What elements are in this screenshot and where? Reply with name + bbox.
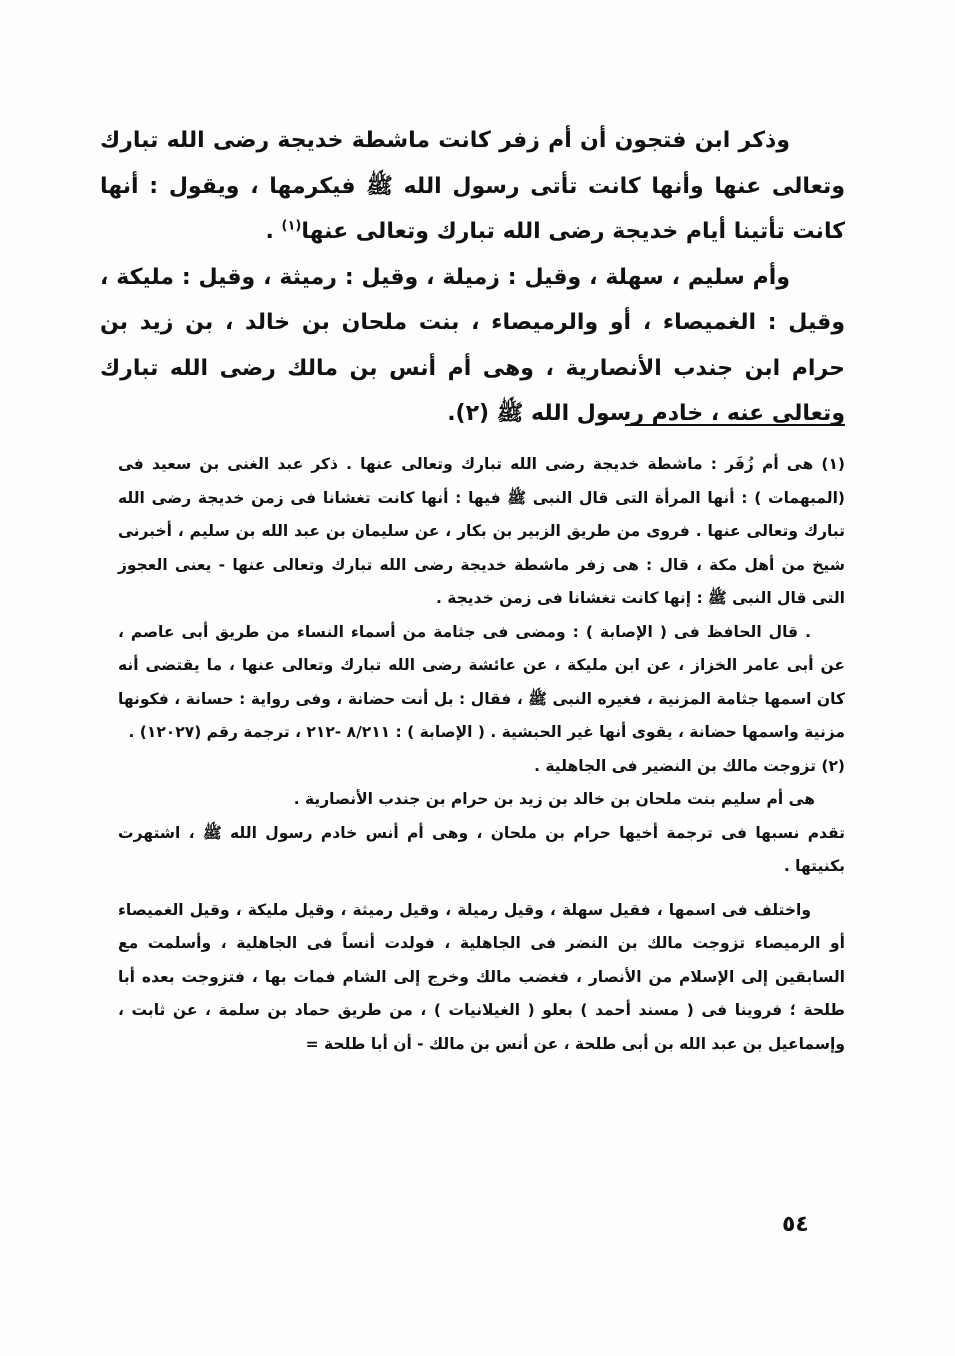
footnote: تقدم نسبها فى ترجمة أخيها حرام بن ملحان ، وهى أم أنس خادم رسول الله ﷺ ، اشتهرت بكنيتها .: [118, 823, 845, 875]
main-paragraph: [100, 255, 845, 437]
footnote: (٢) تزوجت مالك بن النضير فى الجاهلية .: [534, 756, 845, 775]
main-paragraph: [100, 118, 845, 255]
footnote: (١) هى أم زُفَر : ماشطة خديجة رضى الله تبارك وتعالى عنها . ذكر عبد الغنى بن سعيد فى (المبهمات ) : أنها المرأة التى قال النبى ﷺ فيها : أنها كانت تغشانا فى زمن خديجة رضى الله تبارك وتعالى عنها . فروى من طريق الزبير بن بكار ، عن سليمان بن عبد الله بن سليم ، أخبرنى شيخ من أهل مكة ، قال : هى زفر ماشطة خديجة رضى الله تبارك وتعالى عنها - يعنى العجوز التى قال النبى ﷺ : إنها كانت تغشانا فى زمن خديجة .: [118, 455, 845, 607]
footnote: واختلف فى اسمها ، فقيل سهلة ، وقيل رميلة ، وقيل رميثة ، وقيل مليكة ، وقيل الغميصاء أو الرميصاء تزوجت مالك بن النضر فى الجاهلية ، فولدت أنساً فى الجاهلية ، وأسلمت مع السابقين إلى الإسلام من الأنصار ، فغضب مالك وخرج إلى الشام فمات بها ، فتزوجت بعده أبا طلحة ؛ فروينا فى ( مسند أحمد ) بعلو ( الغيلانيات ) ، من طريق حماد بن سلمة ، عن ثابت ، وإسماعيل بن عبد الله بن أبى طلحة ، عن أنس بن مالك - أن أبا طلحة =: [118, 900, 845, 1053]
page-number: ٥٤: [782, 1212, 809, 1237]
footnote-ref-2: (٢): [455, 401, 490, 426]
footnote: . قال الحافظ فى ( الإصابة ) : ومضى فى جثامة من أسماء النساء من طريق أبى عاصم ، عن أبى عامر الخزاز ، عن ابن مليكة ، عن عائشة رضى الله تبارك وتعالى عنها ، ما يقتضى أنه كان اسمها جثامة المزنية ، فغيره النبى ﷺ ، فقال : بل أنت حضانة ، وفى رواية : حسانة ، فكونها مزنية واسمها حضانة ، يقوى أنها غير الحبشية . ( الإصابة ) : ٨/٢١١ -٢١٢ ، ترجمة رقم (١٢٠٢٧) .: [118, 622, 845, 741]
sentence-end: .: [265, 219, 282, 244]
main-text: [100, 118, 845, 437]
footnote-separator: [625, 424, 845, 426]
paragraph-text: وأم سليم ، سهلة ، وقيل : زميلة ، وقيل : رميثة ، وقيل : مليكة ، وقيل : الغميصاء ، أو والرميصاء ، بنت ملحان بن خالد ، بن زيد بن حرام ابن جندب الأنصارية ، وهى أم أنس بن مالك رضى الله تبارك وتعالى عنه ، خادم رسول الله ﷺ: [100, 264, 845, 426]
paragraph-text: وذكر ابن فتجون أن أم زفر كانت ماشطة خديجة رضى الله تبارك وتعالى عنها وأنها كانت تأتى رسول الله ﷺ فيكرمها ، ويقول : أنها كانت تأتينا أيام خديجة رضى الله تبارك وتعالى عنها: [100, 128, 845, 244]
footnotes: [118, 448, 845, 1061]
footnote-ref-1: (١): [281, 218, 302, 234]
sentence-end: .: [447, 401, 456, 426]
footnote: هى أم سليم بنت ملحان بن خالد بن زيد بن حرام بن جندب الأنصارية .: [293, 790, 815, 808]
